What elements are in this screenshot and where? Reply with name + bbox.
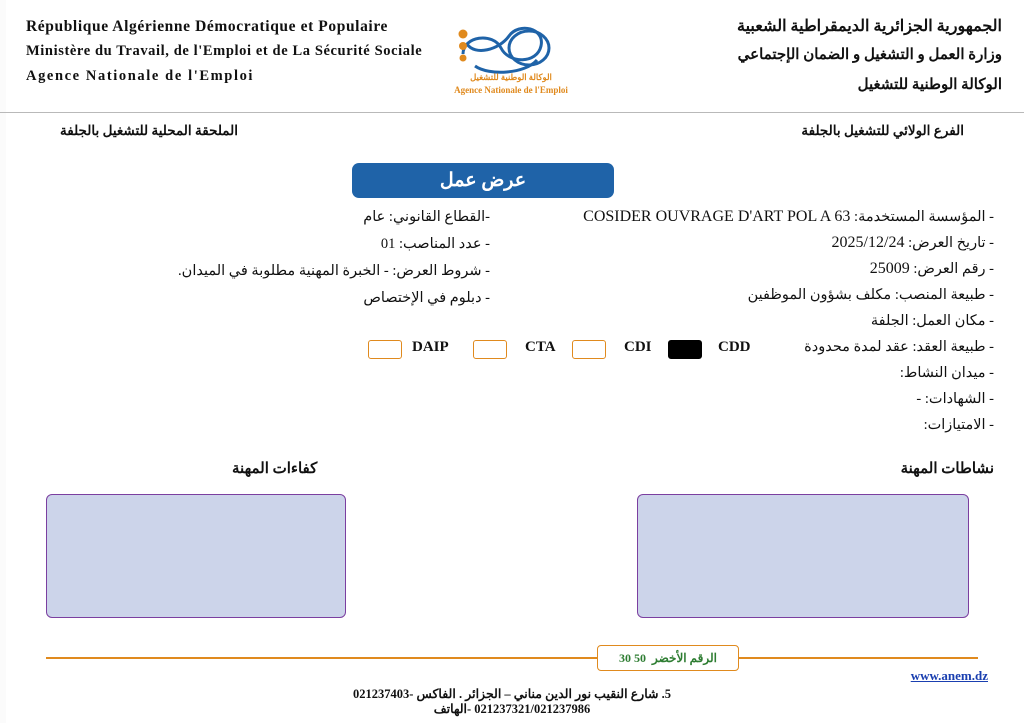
logo-caption-ar: الوكالة الوطنية للتشغيل (470, 72, 552, 82)
offer-advantages-label: - الامتيازات: (923, 417, 994, 433)
green-number-label: الرقم الأخضر (652, 650, 717, 665)
checkbox-label-cdd: CDD (718, 339, 751, 355)
activities-box[interactable] (637, 494, 969, 618)
footer-divider (46, 657, 978, 659)
offer-date-label: - تاريخ العرض: (908, 235, 994, 251)
checkbox-cta[interactable] (473, 340, 507, 359)
checkbox-daip[interactable] (368, 340, 402, 359)
posts-count-label: - عدد المناصب: (398, 236, 490, 252)
offer-conditions-list (120, 204, 490, 312)
offer-certificates-label: - الشهادات: (924, 391, 994, 407)
green-number-badge (597, 645, 739, 671)
offer-details-list (524, 204, 994, 438)
condition-1-text: - الخبرة المهنية مطلوبة في الميدان. (178, 263, 389, 279)
offer-number-value: 25009 (869, 260, 910, 277)
offer-date-value: 2025/12/24 (831, 234, 905, 251)
header-french-block (26, 18, 446, 85)
regional-agency-label: الفرع الولائي للتشغيل بالجلفة (801, 123, 964, 138)
logo-caption-fr: Agence Nationale de l'Emploi (454, 85, 568, 95)
checkbox-label-daip: DAIP (412, 339, 449, 355)
header-divider (0, 112, 1024, 113)
offer-certificates-row (524, 386, 994, 412)
logo-caption (441, 72, 581, 95)
legal-sector-label: -القطاع القانوني: (388, 209, 490, 225)
skills-box[interactable] (46, 494, 346, 618)
offer-number-label: - رقم العرض: (913, 261, 994, 277)
offer-post-label: - طبيعة المنصب: (894, 287, 994, 303)
offer-contract-value: عقد لمدة محدودة (804, 339, 909, 355)
header-ar-line-3: الوكالة الوطنية للتشغيل (857, 77, 1002, 93)
checkbox-label-cta: CTA (525, 339, 556, 355)
activities-heading: نشاطات المهنة (900, 461, 994, 477)
footer-phone: 021237321/021237986 -الهاتف (433, 702, 591, 716)
offer-post-row (524, 282, 994, 308)
header-ar-line-2: وزارة العمل و التشغيل و الضمان الإجتماعي (737, 47, 1002, 63)
header-fr-line-2: Ministère du Travail, de l'Emploi et de La Sécurité Sociale (26, 43, 423, 59)
posts-count-value: 01 (380, 236, 396, 252)
skills-heading: كفاءات المهنة (232, 461, 318, 477)
page-title: عرض عمل (352, 163, 614, 198)
checkbox-cdd[interactable] (668, 340, 702, 359)
posts-count-row (120, 231, 490, 258)
header-fr-line-1: République Algérienne Démocratique et Populaire (26, 18, 389, 35)
footer-address: 5. شارع النقيب نور الدين مناني – الجزائر . الفاكس -021237403 (353, 687, 671, 701)
offer-contract-label: - طبيعة العقد: (912, 339, 994, 355)
conditions-row-2 (120, 285, 490, 312)
green-number-value: 30 50 (619, 650, 647, 665)
offer-certificates-value: - (916, 391, 922, 407)
contract-type-checkbox-group (360, 340, 790, 364)
offer-number-row (524, 256, 994, 282)
offer-employer-label: - المؤسسة المستخدمة: (854, 209, 994, 225)
offer-place-label: - مكان العمل: (912, 313, 994, 329)
offer-activity-label: - ميدان النشاط: (899, 365, 994, 381)
conditions-row-1 (120, 258, 490, 285)
offer-employer-row (524, 204, 994, 230)
conditions-label: - شروط العرض: (392, 263, 490, 279)
offer-place-row (524, 308, 994, 334)
offer-date-row (524, 230, 994, 256)
checkbox-label-cdi: CDI (624, 339, 652, 355)
offer-advantages-row (524, 412, 994, 438)
offer-place-value: الجلفة (870, 313, 909, 329)
header-arabic-block (572, 16, 1002, 94)
offer-employer-value: COSIDER OUVRAGE D'ART POL A 63 (583, 208, 851, 225)
checkbox-cdi[interactable] (572, 340, 606, 359)
legal-sector-value: عام (363, 209, 386, 225)
website-link[interactable]: www.anem.dz (910, 668, 988, 683)
document-header (0, 0, 1024, 112)
local-agency-label: الملحقة المحلية للتشغيل بالجلفة (60, 123, 238, 138)
offer-post-value: مكلف بشؤون الموظفين (747, 287, 892, 303)
header-fr-line-3: Agence Nationale de l'Emploi (26, 68, 255, 84)
legal-sector-row (120, 204, 490, 231)
header-ar-line-1: الجمهورية الجزائرية الديمقراطية الشعبية (736, 18, 1002, 35)
condition-2-text: - دبلوم في الإختصاص (363, 290, 490, 306)
